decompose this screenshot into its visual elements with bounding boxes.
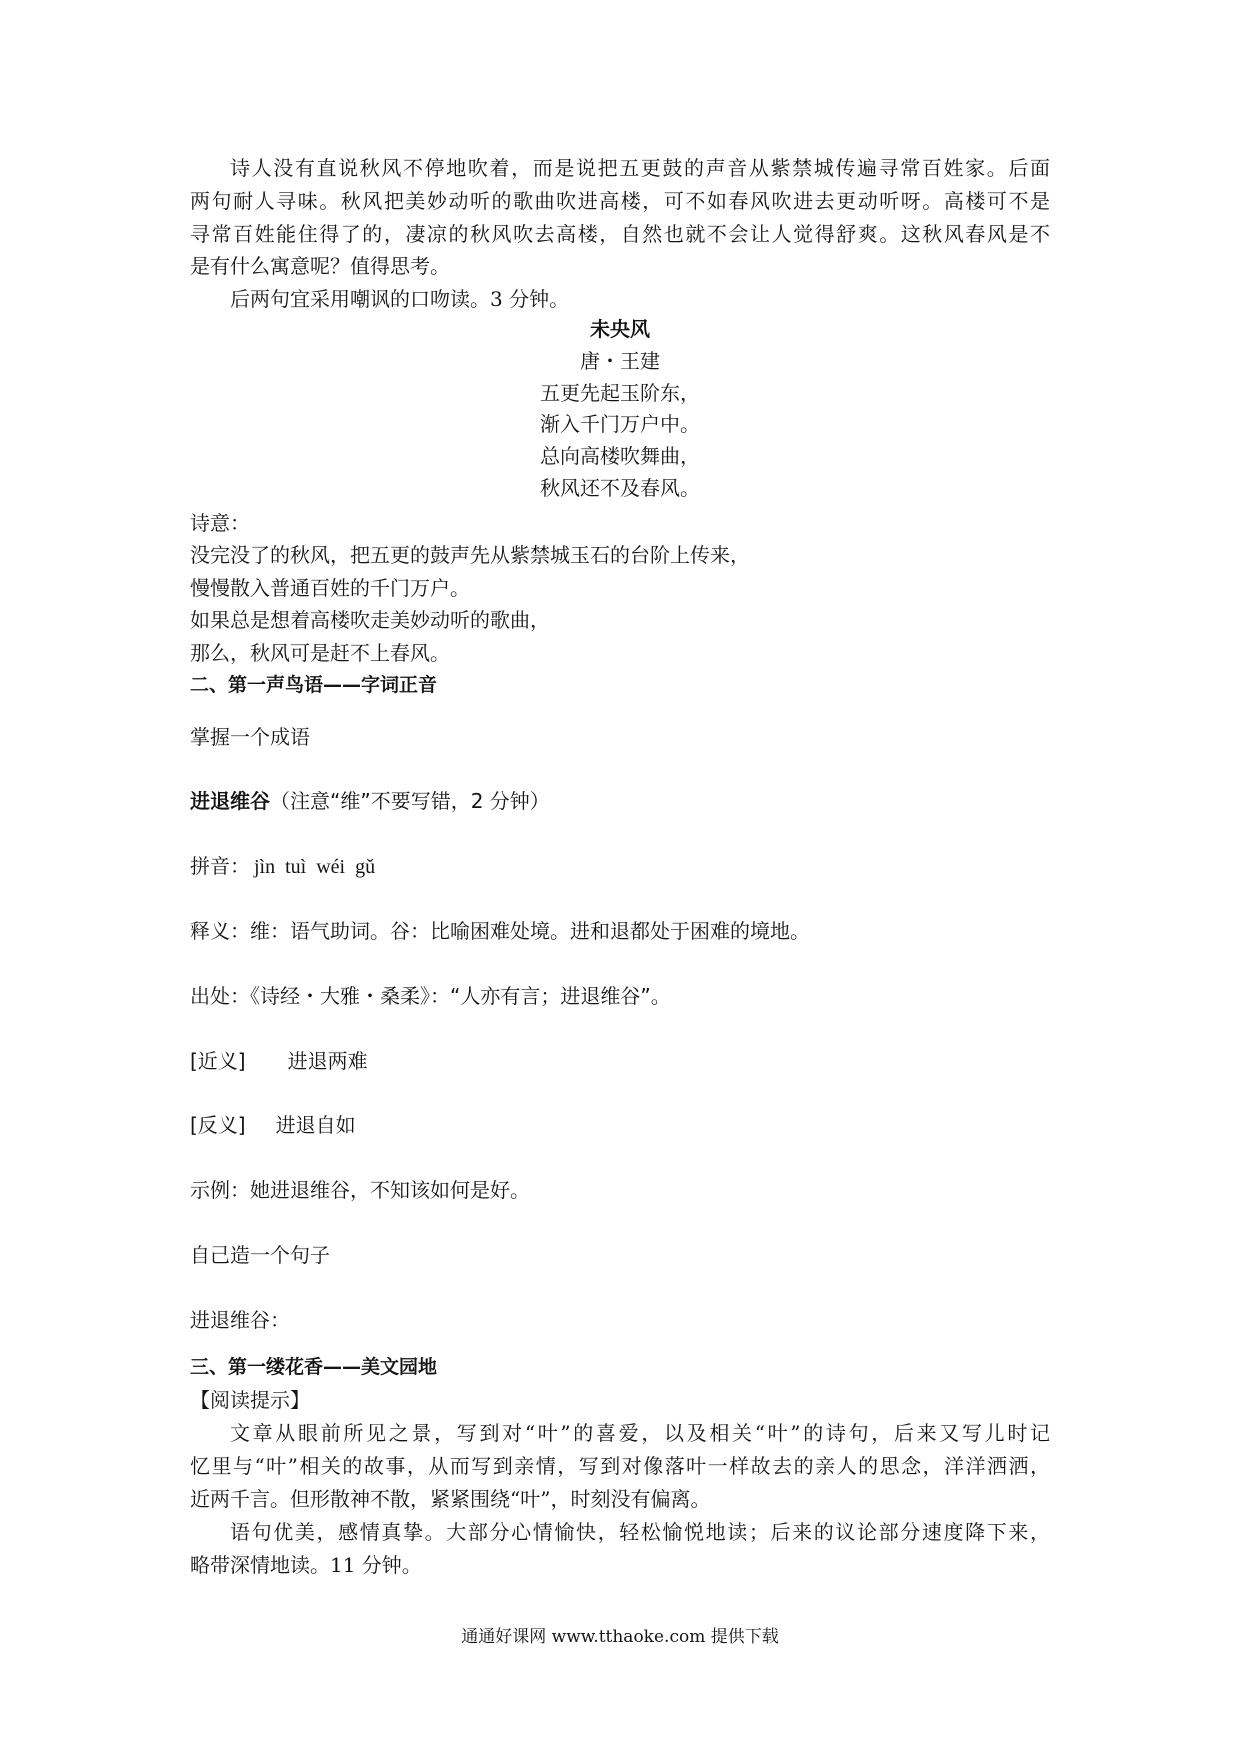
example-label: 示例： [190, 1178, 250, 1203]
definition-label: 释义： [190, 918, 250, 943]
pinyin-line [190, 834, 1050, 899]
antonym-label: [反义] [190, 1113, 246, 1138]
poem [190, 314, 1050, 505]
poem-meaning [190, 507, 1050, 701]
section-heading-2: 二、第一声鸟语——字词正音 [190, 673, 438, 696]
idiom-line [190, 769, 1050, 834]
meaning-line: 没完没了的秋风，把五更的鼓声先从紫禁城玉石的台阶上传来， [190, 543, 750, 568]
idiom-term: 进退维谷 [190, 789, 270, 814]
synonym-text: 进退两难 [287, 1048, 368, 1073]
antonym-line [190, 1093, 1050, 1158]
intro-line: 两句耐人寻味。秋风把美妙动听的歌曲吹进高楼，可不如春风吹进去更动听呀。高楼可不是 [190, 188, 1050, 213]
meaning-label: 诗意： [190, 511, 250, 535]
intro-line: 寻常百姓能住得了的，凄凉的秋风吹去高楼，自然也就不会让人觉得舒爽。这秋风春风是不 [190, 221, 1050, 246]
task-text: 掌握一个成语 [190, 724, 310, 749]
example-text: 她进退维谷，不知该如何是好。 [250, 1178, 530, 1203]
tip-line: 略带深情地读。11 分钟。 [190, 1553, 422, 1577]
reading-tip-label: 【阅读提示】 [190, 1388, 310, 1412]
synonym-line [190, 1029, 1050, 1094]
example-line [190, 1158, 1050, 1223]
tip-line: 语句优美，感情真挚。大部分心情愉快，轻松愉悦地读；后来的议论部分速度降下来， [230, 1520, 1050, 1544]
page-footer: 通通好课网 www.tthaoke.com 提供下载 [461, 1627, 779, 1647]
source-label: 出处： [190, 983, 250, 1008]
reading-section [190, 1351, 1050, 1582]
poem-author: 唐・王建 [580, 348, 660, 373]
definition-text: 维：语气助词。谷：比喻困难处境。进和退都处于困难的境地。 [250, 918, 810, 943]
definition-line [190, 899, 1050, 964]
pinyin-value: jìn tuì wéi gǔ [254, 856, 376, 879]
antonym-text: 进退自如 [275, 1113, 356, 1138]
tip-line: 文章从眼前所见之景，写到对“叶”的喜爱，以及相关“叶”的诗句，后来又写儿时记 [230, 1421, 1050, 1445]
exercise-prompt: 进退维谷： [190, 1307, 290, 1332]
intro-line: 是有什么寓意呢？值得思考。 [190, 254, 450, 279]
poem-line: 总向高楼吹舞曲， [540, 444, 700, 469]
meaning-line: 慢慢散入普通百姓的千门万户。 [190, 575, 470, 600]
intro-line: 诗人没有直说秋风不停地吹着，而是说把五更鼓的声音从紫禁城传遍寻常百姓家。后面 [230, 156, 1050, 180]
synonym-label: [近义] [190, 1048, 246, 1073]
tip-line: 忆里与“叶”相关的故事，从而写到亲情，写到对像落叶一样故去的亲人的思念，洋洋洒洒， [190, 1454, 1050, 1478]
meaning-line: 那么，秋风可是赶不上春风。 [190, 640, 450, 665]
poem-title: 未央风 [590, 317, 650, 341]
reading-note: 后两句宜采用嘲讽的口吻读。3 分钟。 [230, 287, 570, 312]
poem-line: 五更先起玉阶东， [540, 380, 700, 405]
poem-line: 秋风还不及春风。 [540, 475, 700, 500]
poem-line: 渐入千门万户中。 [540, 412, 700, 437]
source-line [190, 964, 1050, 1029]
idiom-section [190, 705, 1050, 1353]
source-text: 《诗经・大雅・桑柔》：“人亦有言；进退维谷”。 [250, 983, 671, 1008]
tip-line: 近两千言。但形散神不散，紧紧围绕“叶”，时刻没有偏离。 [190, 1487, 711, 1511]
pinyin-label: 拼音： [190, 854, 250, 879]
intro-paragraph [190, 152, 1050, 316]
idiom-note: （注意“维”不要写错，2 分钟） [270, 789, 550, 814]
exercise-instruction: 自己造一个句子 [190, 1242, 330, 1267]
section-heading-3: 三、第一缕花香——美文园地 [190, 1356, 438, 1378]
meaning-line: 如果总是想着高楼吹走美妙动听的歌曲， [190, 608, 550, 633]
